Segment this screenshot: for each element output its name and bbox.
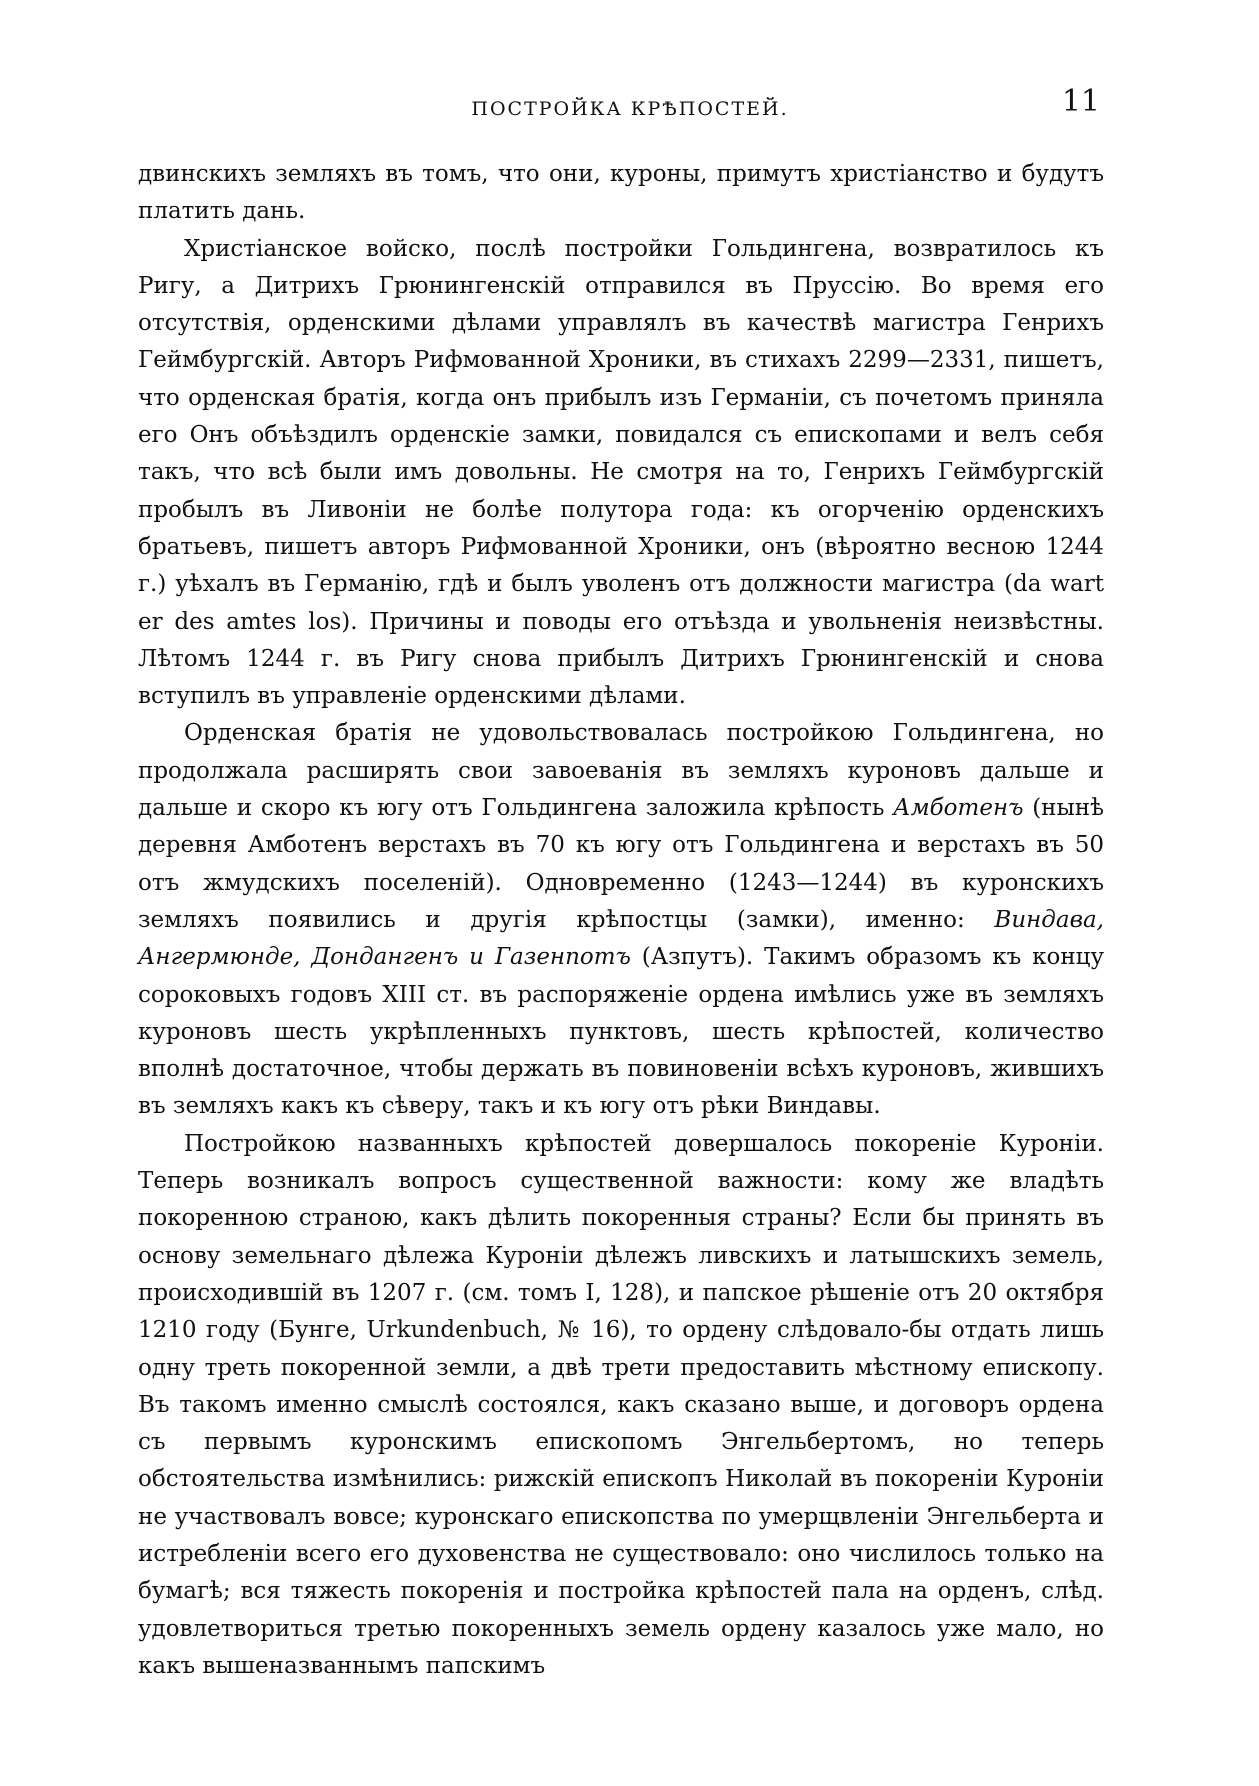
- paragraph-2: Христіанское войско, послѣ постройки Гольдингена, возвратилось къ Ригу, а Дитрихъ Грюнингенскій отправился въ Пруссію. Во время его отсутствія, орденскими дѣлами управлялъ въ качествѣ магистра Генрихъ Геймбургскій. Авторъ Рифмованной Хроники, въ стихахъ 2299—2331, пишетъ, что орденская братія, когда онъ прибылъ изъ Германіи, съ почетомъ приняла его Онъ объѣздилъ орденскіе замки, повидался съ епископами и велъ себя такъ, что всѣ были имъ довольны. Не смотря на то, Генрихъ Геймбургскій пробылъ въ Ливоніи не болѣе полутора года: къ огорченію орденскихъ братьевъ, пишетъ авторъ Рифмованной Хроники, онъ (вѣроятно весною 1244 г.) уѣхалъ въ Германію, гдѣ и былъ уволенъ отъ должности магистра (da wart er des amtes los). Причины и поводы его отъѣзда и увольненія неизвѣстны. Лѣтомъ 1244 г. въ Ригу снова прибылъ Дитрихъ Грюнингенскій и снова вступилъ въ управленіе орденскими дѣлами.: [138, 235, 1104, 710]
- running-title: ПОСТРОЙКА КРѢПОСТЕЙ.: [471, 98, 789, 120]
- body-text: [138, 156, 1104, 1685]
- paragraph-4: Постройкою названныхъ крѣпостей довершалось покореніе Куроніи. Теперь возникалъ вопросъ существенной важности: кому же владѣть покоренною страною, какъ дѣлить покоренныя страны? Если бы принять въ основу земельнаго дѣлежа Куроніи дѣлежъ ливскихъ и латышскихъ земель, происходившій въ 1207 г. (см. томъ I, 128), и папское рѣшеніе отъ 20 октября 1210 году (Бунге, Urkundenbuch, № 16), то ордену слѣдовало-бы отдать лишь одну треть покоренной земли, а двѣ трети предоставить мѣстному епископу. Въ такомъ именно смыслѣ состоялся, какъ сказано выше, и договоръ ордена съ первымъ куронскимъ епископомъ Энгельбертомъ, но теперь обстоятельства измѣнились: рижскій епископъ Николай въ покореніи Куроніи не участвовалъ вовсе; куронскаго епископства по умерщвленіи Энгельберта и истребленіи всего его духовенства не существовало: оно числилось только на бумагѣ; вся тяжесть покоренія и постройка крѣпостей пала на орденъ, слѣд. удовлетвориться третью покоренныхъ земель ордену казалось уже мало, но какъ вышеназваннымъ папскимъ: [138, 1130, 1104, 1679]
- italic-place-names: Виндава, Ангермюнде, Дондангенъ и Газенпотъ: [138, 906, 1104, 971]
- paragraph-3: Орденская братія не удовольствовалась постройкою Гольдингена, но продолжала расширять свои завоеванія въ земляхъ куроновъ дальше и дальше и скоро къ югу отъ Гольдингена заложила крѣпость Амботенъ (нынѣ деревня Амботенъ верстахъ въ 70 къ югу отъ Гольдингена и верстахъ въ 50 отъ жмудскихъ поселеній). Одновременно (1243—1244) въ куронскихъ земляхъ появились и другія крѣпостцы (замки), именно: Виндава, Ангермюнде, Дондангенъ и Газенпотъ (Азпутъ). Такимъ образомъ къ концу сороковыхъ годовъ XIII ст. въ распоряженіе ордена имѣлись уже въ земляхъ куроновъ шесть укрѣпленныхъ пунктовъ, шесть крѣпостей, количество вполнѣ достаточное, чтобы держать въ повиновеніи всѣхъ куроновъ, жившихъ въ земляхъ какъ къ сѣверу, такъ и къ югу отъ рѣки Виндавы.: [138, 720, 1104, 1120]
- page-number: 11: [1061, 84, 1100, 119]
- italic-place-name: Амботенъ: [893, 795, 1024, 822]
- paragraph-1: двинскихъ земляхъ въ томъ, что они, куроны, примутъ христіанство и будутъ платить дань.: [138, 161, 1104, 225]
- page-header: [160, 82, 1100, 122]
